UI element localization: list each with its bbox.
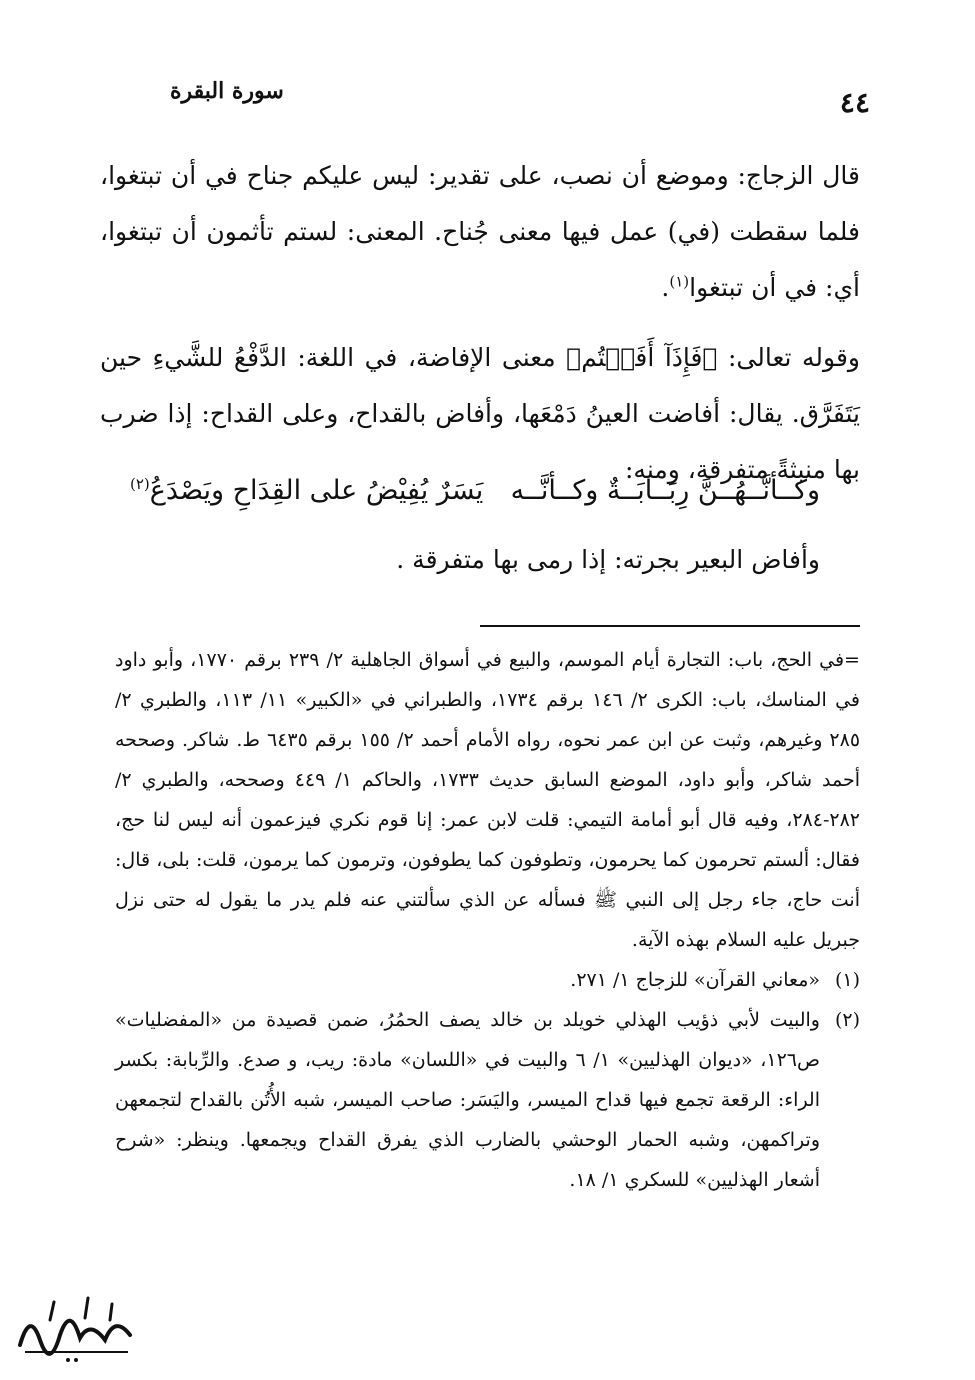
paragraph-text: وأفاض البعير بجرته: إذا رمى بها متفرقة .	[396, 545, 820, 574]
paragraph-end: .	[661, 273, 670, 302]
footnote-ref-2[interactable]: (٢)	[130, 475, 150, 493]
paragraph-camel	[100, 532, 860, 588]
paragraph-text: قال الزجاج: وموضع أن نصب، على تقدير: ليس عليكم جناح في أن تبتغوا، فلما سقطت (في) عمل فيها معنى جُناح. المعنى: لستم تأثمون أن تبتغوا، أي: في أن تبتغوا	[100, 161, 860, 302]
running-title: سورة البقرة	[170, 78, 284, 104]
footnote-number: (٢)	[834, 1009, 860, 1031]
page-header	[110, 78, 870, 128]
footnote-text: «معاني القرآن» للزجاج ١/ ٢٧١.	[570, 969, 820, 991]
page-number: ٤٤	[839, 86, 870, 119]
footnote-number: (١)	[834, 969, 860, 991]
verse-second-text: يَسَرٌ يُفِيْضُ على القِدَاحِ ويَصْدَعُ	[149, 475, 484, 506]
calligraphy-logo-icon	[10, 1290, 140, 1370]
verse-second-hemistich	[130, 475, 483, 506]
footnote-item	[115, 960, 860, 1000]
footnote-item	[115, 1000, 860, 1200]
paragraph-zajjaj	[100, 148, 860, 316]
paragraph-ifada	[100, 330, 860, 498]
footnote-text: والبيت لأبي ذؤيب الهذلي خويلد بن خالد يصف الحمُرُ، ضمن قصيدة من «المفضليات» ص١٢٦، «ديوان الهذليين» ١/ ٦ والبيت في «اللسان» مادة: ريب، و صدع. والرِّبابة: بكسر الراء: الرقعة تجمع فيها قداح الميسر، واليَسَر: صاحب الميسر، شبه الأُتُن بالقداح لتجمعهن وتراكمهن، وشبه الحمار الوحشي بالضارب الذي يفرق القداح ويجمعها. وينظر: «شرح أشعار الهذليين» للسكري ١/ ١٨.	[115, 1009, 820, 1191]
footnote-continuation: =في الحج، باب: التجارة أيام الموسم، والبيع في أسواق الجاهلية ٢/ ٢٣٩ برقم ١٧٧٠، وأبو داود في المناسك، باب: الكرى ٢/ ١٤٦ برقم ١٧٣٤، والطبراني في «الكبير» ١١/ ١١٣، والطبري ٢/ ٢٨٥ وغيرهم، وثبت عن ابن عمر نحوه، رواه الأمام أحمد ٢/ ١٥٥ برقم ٦٤٣٥ ط. شاكر. وصححه أحمد شاكر، وأبو داود، الموضع السابق حديث ١٧٣٣، والحاكم ١/ ٤٤٩ وصححه، والطبري ٢/ ٢٨٢-٢٨٤، وفيه قال أبو أمامة التيمي: قلت لابن عمر: إنا قوم نكري فيزعمون أنه ليس لنا حج، فقال: ألستم تحرمون كما يحرمون، وتطوفون كما يطوفون، وترمون كما يرمون، قلت: بلى، قال: أنت حاج، جاء رجل إلى النبي ﷺ فسأله عن الذي سألتني عنه فلم يدر ما يقول له حتى نزل جبريل عليه السلام بهذه الآية.	[115, 649, 861, 951]
poetry-verse	[110, 475, 850, 531]
footnote-ref-1[interactable]: (١)	[669, 272, 690, 291]
paragraph-text: وقوله تعالى: ﴿فَإِذَآ أَفَضۡتُم﴾ معنى الإفاضة، في اللغة: الدَّفْعُ للشَّيءِ حين يَتَفَرَّق. يقال: أفاضت العينُ دَمْعَها، وأفاض بالقداح، وعلى القداح: إذا ضرب بها منبثةً متفرقة، ومنه:	[100, 343, 860, 484]
footnotes-section	[115, 640, 860, 1200]
footnote-divider	[480, 625, 860, 627]
verse-first-hemistich: وكــأنَّــهُــنَّ رِبَــابَــةٌ وكــأنَّــه	[510, 475, 820, 506]
